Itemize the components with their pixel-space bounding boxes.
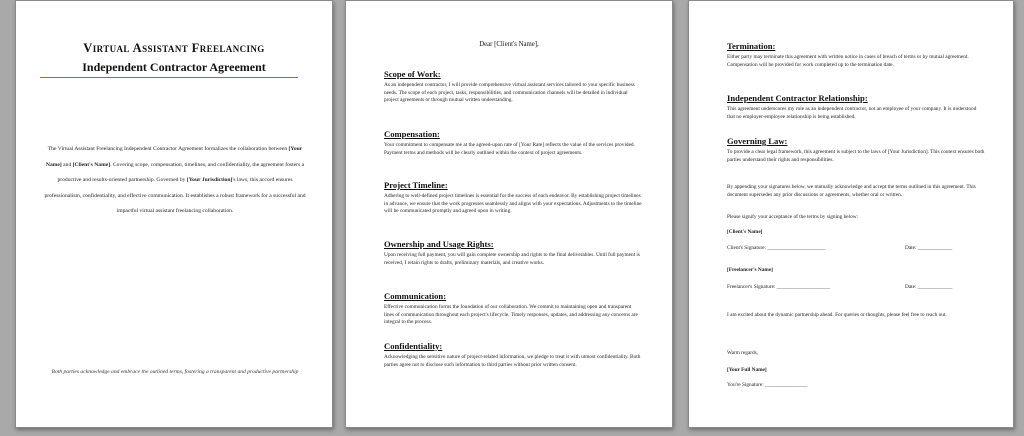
document-subtitle: Independent Contractor Agreement (82, 60, 266, 74)
freelancer-date-field[interactable]: Date: _____________ (905, 284, 953, 290)
section-project-timeline (384, 180, 642, 216)
section-text: Adhering to well-defined project timelines is essential for the success of each endeavor. By establishing project timelines in advance, we ensure that the work progresses seamlessly and aligns with your expectations. Adjustments to the timeline will be communicated promptly and agreed upon in writing. (384, 193, 642, 215)
freelancer-signature-line (727, 284, 985, 290)
section-heading: Confidentiality: (384, 341, 443, 351)
closing-remark: I am excited about the dynamic partnership ahead. For queries or thoughts, please feel free to reach out. (727, 312, 947, 319)
your-signature-field[interactable]: You're Signature: ________________ (727, 382, 808, 388)
intro-text: . Covering scope, compensation, timelines, and confidentiality, the agreement fosters a productive and results-oriented partnership. Governed by (57, 161, 305, 183)
section-heading: Project Timeline: (384, 180, 448, 190)
jurisdiction-placeholder: [Your Jurisdiction] (186, 177, 233, 183)
section-ownership (384, 239, 642, 267)
warm-regards: Warm regards, (727, 350, 759, 356)
client-signature-field[interactable]: Client's Signature: ______________________ (727, 245, 826, 251)
section-confidentiality (384, 341, 642, 369)
client-name-placeholder: [Client's Name] (72, 161, 111, 168)
document-title: Virtual Assistant Freelancing (83, 41, 265, 55)
section-governing-law (727, 136, 985, 164)
intro-text: The Virtual Assistant Freelancing Independent Contractor Agreement formalizes the collaboration between (47, 146, 289, 152)
section-text: Upon receiving full payment, you will gain complete ownership and rights to the final deliverables. Until full payment is received, I retain rights to drafts, preliminary materials, and creative works. (384, 252, 640, 266)
acknowledgement-paragraph: By appending your signatures below, we mutually acknowledge and accept the terms outlined in this agreement. This document supersedes any prior discussions or agreements, whether oral or written. (727, 184, 976, 198)
section-text: Your commitment to compensate me at the agreed-upon rate of [Your Rate] reflects the value of the services provided. Payment terms and methods will be clearly outlined within the context of project agreements. (384, 142, 635, 156)
title-divider (40, 77, 298, 78)
section-heading: Termination: (727, 41, 776, 51)
section-heading: Communication: (384, 291, 447, 301)
intro-text: 's laws, this accord ensures professionalism, confidentiality, and effective communication. It establishes a robust framework for a successful and impactful virtual assistant freelancing collaboration. (44, 177, 306, 214)
salutation: Dear [Client's Name], (479, 41, 539, 48)
section-text: As an independent contractor, I will provide comprehensive virtual assistant services tailored to your specific business needs. The scope of each project, tasks, responsibilities, and communication channels will be detailed in individual project agreements or through mutual written understanding. (384, 82, 635, 104)
section-communication (384, 291, 642, 327)
cover-intro-paragraph (40, 142, 310, 220)
freelancer-name-label: [Freelancer's Name] (727, 267, 773, 273)
client-name-label: [Client's Name] (727, 229, 763, 235)
section-heading: Independent Contractor Relationship: (727, 93, 868, 103)
section-scope-of-work (384, 69, 642, 105)
section-text: Effective communication forms the foundation of our collaboration. We commit to maintaining open and transparent lines of communication throughout each project's lifecycle. Timely responses, updates, and addressing any concerns are integral to the process. (384, 304, 638, 326)
section-contractor-relationship (727, 93, 985, 121)
section-text: Acknowledging the sensitive nature of project-related information, we pledge to treat it with utmost confidentiality. Both parties agree not to disclose such information to third parties without prior written consent. (384, 354, 641, 368)
cover-footer-note: Both parties acknowledge and embrace the outlined terms, fostering a transparent and productive partnership (51, 369, 299, 375)
please-sign-text: Please signify your acceptance of the terms by signing below: (727, 214, 859, 221)
section-heading: Compensation: (384, 129, 440, 139)
section-text: Either party may terminate this agreement with written notice in cases of breach of terms or by mutual agreement. Compensation will be provided for work completed up to the termination date. (727, 54, 969, 68)
section-text: To provide a clear legal framework, this agreement is subject to the laws of [Your Jurisdiction]. This context ensures both parties understand their rights and responsibilities. (727, 149, 985, 163)
client-signature-line (727, 245, 985, 251)
document-page-terms (345, 0, 673, 428)
client-date-field[interactable]: Date: _____________ (905, 245, 953, 251)
document-page-signatures (688, 0, 1014, 428)
section-compensation (384, 129, 642, 157)
section-termination (727, 41, 985, 69)
freelancer-signature-field[interactable]: Freelancer's Signature: ____________________ (727, 284, 830, 290)
section-text: This agreement underscores my role as an independent contractor, not an employee of your company. It is understood that no employer-employee relationship is being established. (727, 106, 977, 120)
section-heading: Ownership and Usage Rights: (384, 239, 494, 249)
your-name-placeholder: [Your Name] (45, 146, 303, 168)
section-heading: Governing Law: (727, 136, 788, 146)
document-page-cover (15, 0, 333, 428)
section-heading: Scope of Work: (384, 69, 441, 79)
your-full-name-label: [Your Full Name] (727, 367, 767, 373)
intro-text: and (61, 161, 73, 168)
